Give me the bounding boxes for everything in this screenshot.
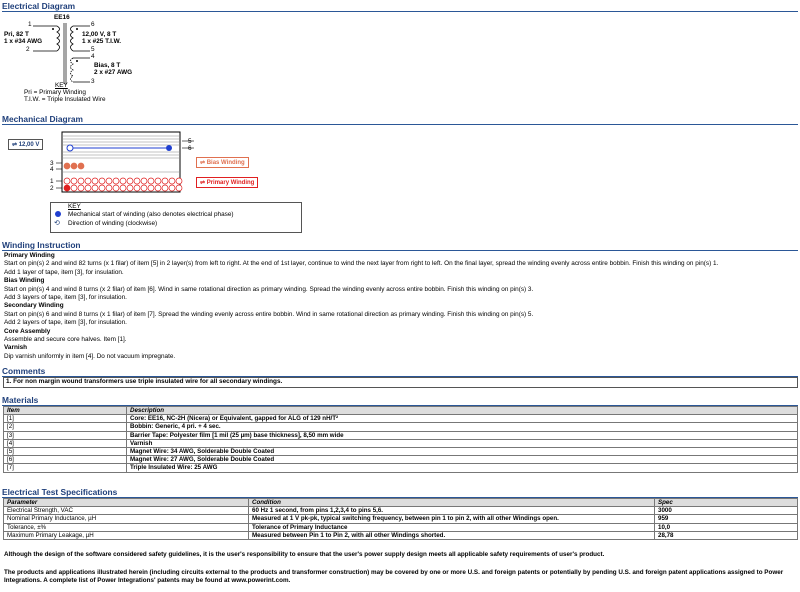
mechanical-diagram-heading: Mechanical Diagram [2,114,83,124]
winding-turn [106,178,112,184]
table-row [4,439,798,447]
table-row [4,507,798,515]
materials-header-description: Description [127,407,798,415]
comment-item-1: 1. For non margin wound transformers use triple insulated wire for all secondary windings. [6,378,283,385]
primary-turns-label [4,31,42,45]
mech-pin-4: 4 [50,166,54,173]
table-row [4,415,798,423]
winding-direction-icon: ⇌ [200,160,206,166]
winding-direction-icon: ⇌ [200,180,206,186]
winding-turn [155,178,161,184]
test-parameter: Maximum Primary Leakage, µH [4,531,249,539]
mech-pin-2: 2 [50,185,54,192]
table-row [4,523,798,531]
mech-pin-5: 5 [188,138,192,145]
winding-turn [134,178,140,184]
start-dot-icon [55,211,61,217]
winding-turn [169,178,175,184]
bias-winding-text: Start on pin(s) 4 and wind 8 turns (x 2 filar) of item [6]. Wind in same rotational direction as primary winding. Spread the winding evenly across entire bobbin. Finish this winding on pin(s) 3. [4,285,534,293]
primary-tape-text: Add 1 layer of tape, item [3], for insulation. [4,268,124,276]
material-description: Bobbin: Generic, 4 pri. + 4 sec. [127,423,798,431]
pin-6-label: 6 [91,21,95,28]
material-description: Triple Insulated Wire: 25 AWG [127,464,798,472]
winding-turn [113,178,119,184]
materials-header-item: Item [4,407,127,415]
bias-turns: Bias, 8 T [94,62,121,69]
tests-header-spec: Spec [655,499,798,507]
primary-winding-title: Primary Winding [4,252,55,259]
output-voltage-legend [8,139,43,150]
winding-turn [106,185,112,191]
primary-wire: 1 x #34 AWG [4,38,43,45]
secondary-wire: 1 x #25 T.I.W. [82,38,122,45]
material-item: [5] [4,447,127,455]
pin-1-label: 1 [28,21,32,28]
winding-turn [127,185,133,191]
secondary-turns-label [82,31,121,45]
winding-turn [78,163,84,169]
pin-2-label: 2 [26,46,30,53]
section-divider [2,124,798,125]
winding-turn [134,185,140,191]
electrical-key-title: KEY [55,82,68,89]
materials-table [3,406,798,473]
winding-turn [113,185,119,191]
winding-turn [71,163,77,169]
winding-turn [71,185,77,191]
electrical-test-table [3,498,798,540]
output-voltage-label: 12,00 V [18,142,40,148]
section-divider [2,250,798,251]
winding-turn [127,178,133,184]
winding-turn [148,185,154,191]
tests-header-parameter: Parameter [4,499,249,507]
table-row [4,423,798,431]
core-label: EE16 [54,14,70,21]
tests-header-row [4,499,798,507]
secondary-winding-title: Secondary Winding [4,302,64,310]
secondary-turns: 12,00 V, 8 T [82,31,117,38]
comments-heading: Comments [2,366,46,376]
bias-winding-title: Bias Winding [4,277,45,285]
patent-disclaimer: The products and applications illustrated herein (including circuits external to the products and transformer construction) may be covered by one or more U.S. and foreign patents or potentially by pending U.S. and foreign patent applications assigned to Power Integrations. A complete list of Power Integrations' patents may be found at www.powerint.com. [4,569,784,585]
materials-header-row [4,407,798,415]
material-item: [2] [4,423,127,431]
primary-winding-label: Primary Winding [206,180,255,186]
test-spec: 10,0 [655,523,798,531]
winding-turn [64,163,70,169]
winding-turn [141,185,147,191]
mech-pin-3: 3 [50,160,54,167]
table-row [4,431,798,439]
table-row [4,515,798,523]
primary-turns: Pri, 82 T [4,31,29,38]
test-parameter: Tolerance, ±% [4,523,249,531]
table-row [4,447,798,455]
winding-turn [99,185,105,191]
key-direction-description: Direction of winding (clockwise) [68,220,158,227]
pin-4-label: 4 [91,53,95,60]
mechanical-key-title: KEY [68,203,81,210]
winding-turn [85,178,91,184]
key-start-description: Mechanical start of winding (also denotes electrical phase) [68,211,234,218]
winding-turn [148,178,154,184]
material-item: [6] [4,456,127,464]
material-item: [1] [4,415,127,423]
material-item: [3] [4,431,127,439]
mech-pin-1: 1 [50,178,54,185]
primary-winding-legend [196,177,258,188]
pin-3-label: 3 [91,78,95,85]
table-row [4,456,798,464]
varnish-title: Varnish [4,344,28,352]
winding-turn [99,178,105,184]
electrical-key-pri: Pri = Primary Winding [24,89,86,96]
winding-instruction-heading: Winding Instruction [2,240,81,250]
bias-winding-legend [196,157,249,168]
material-item: [7] [4,464,127,472]
bias-turns-label [94,62,132,76]
varnish-text: Dip varnish uniformly in item [4]. Do not vacuum impregnate. [4,352,176,360]
core-assembly-title: Core Assembly [4,327,51,335]
winding-turn [162,185,168,191]
winding-turn [92,178,98,184]
material-description: Magnet Wire: 34 AWG, Solderable Double Coated [127,447,798,455]
winding-turn [162,178,168,184]
secondary-tape-text: Add 2 layers of tape, item [3], for insulation. [4,319,127,327]
winding-turn [78,178,84,184]
test-spec: 959 [655,515,798,523]
test-condition: Tolerance of Primary Inductance [249,523,655,531]
test-spec: 28,78 [655,531,798,539]
winding-turn [92,185,98,191]
test-parameter: Nominal Primary Inductance, µH [4,515,249,523]
test-condition: 60 Hz 1 second, from pins 1,2,3,4 to pins 5,6. [249,507,655,515]
material-item: [4] [4,439,127,447]
bias-wire: 2 x #27 AWG [94,69,133,76]
electrical-key-tiw: T.I.W. = Triple Insulated Wire [24,96,106,103]
section-divider [2,11,798,12]
bobbin-cross-section [56,128,196,198]
winding-turn [85,185,91,191]
bias-tape-text: Add 3 layers of tape, item [3], for insulation. [4,294,127,302]
winding-turn [120,185,126,191]
electrical-test-heading: Electrical Test Specifications [2,487,118,497]
winding-turn [141,178,147,184]
winding-turn [169,185,175,191]
winding-turn [64,178,70,184]
test-parameter: Electrical Strength, VAC [4,507,249,515]
winding-turn [176,178,182,184]
mech-pin-6: 6 [188,145,192,152]
electrical-diagram-heading: Electrical Diagram [2,1,76,11]
test-condition: Measured between Pin 1 to Pin 2, with all other Windings shorted. [249,531,655,539]
table-row [4,531,798,539]
winding-turn [176,185,182,191]
materials-heading: Materials [2,395,39,405]
winding-instructions [4,252,796,361]
winding-turn [78,185,84,191]
pin-5-label: 5 [91,46,95,53]
winding-turn [155,185,161,191]
winding-direction-icon: ⇌ [12,142,18,148]
material-description: Core: EE16, NC-2H (Nicera) or Equivalent, gapped for ALG of 129 nH/T² [127,415,798,423]
core-assembly-text: Assemble and secure core halves. Item [1]. [4,336,127,344]
test-condition: Measured at 1 V pk-pk, typical switching frequency, between pin 1 to pin 2, with all other Windings open. [249,515,655,523]
material-description: Barrier Tape: Polyester film [1 mil (25 µm) base thickness], 8,50 mm wide [127,431,798,439]
test-spec: 3000 [655,507,798,515]
direction-arrow-icon: ⟲ [54,220,60,227]
bias-winding-label: Bias Winding [206,160,245,166]
winding-turn [71,178,77,184]
winding-turn [120,178,126,184]
tests-header-condition: Condition [249,499,655,507]
secondary-winding-text: Start on pin(s) 6 and wind 8 turns (x 1 filar) of item [7]. Spread the winding evenly across entire bobbin. Wind in same rotational direction as primary winding. Finish this winding on pin(s) 5. [4,310,534,318]
primary-winding-text: Start on pin(s) 2 and wind 82 turns (x 1 filar) of item [5] in 2 layer(s) from left to right. At the end of 1st layer, continue to wind the next layer from right to left. On the final layer, spread the winding evenly across entire bobbin. Finish this winding on pin(s) 1. [4,260,719,268]
material-description: Magnet Wire: 27 AWG, Solderable Double Coated [127,456,798,464]
table-row [4,464,798,472]
safety-disclaimer: Although the design of the software considered safety guidelines, it is the user's responsibility to ensure that the user's power supply design meets all applicable safety requirements of user's product. [4,551,605,558]
winding-turn [64,185,70,191]
material-description: Varnish [127,439,798,447]
